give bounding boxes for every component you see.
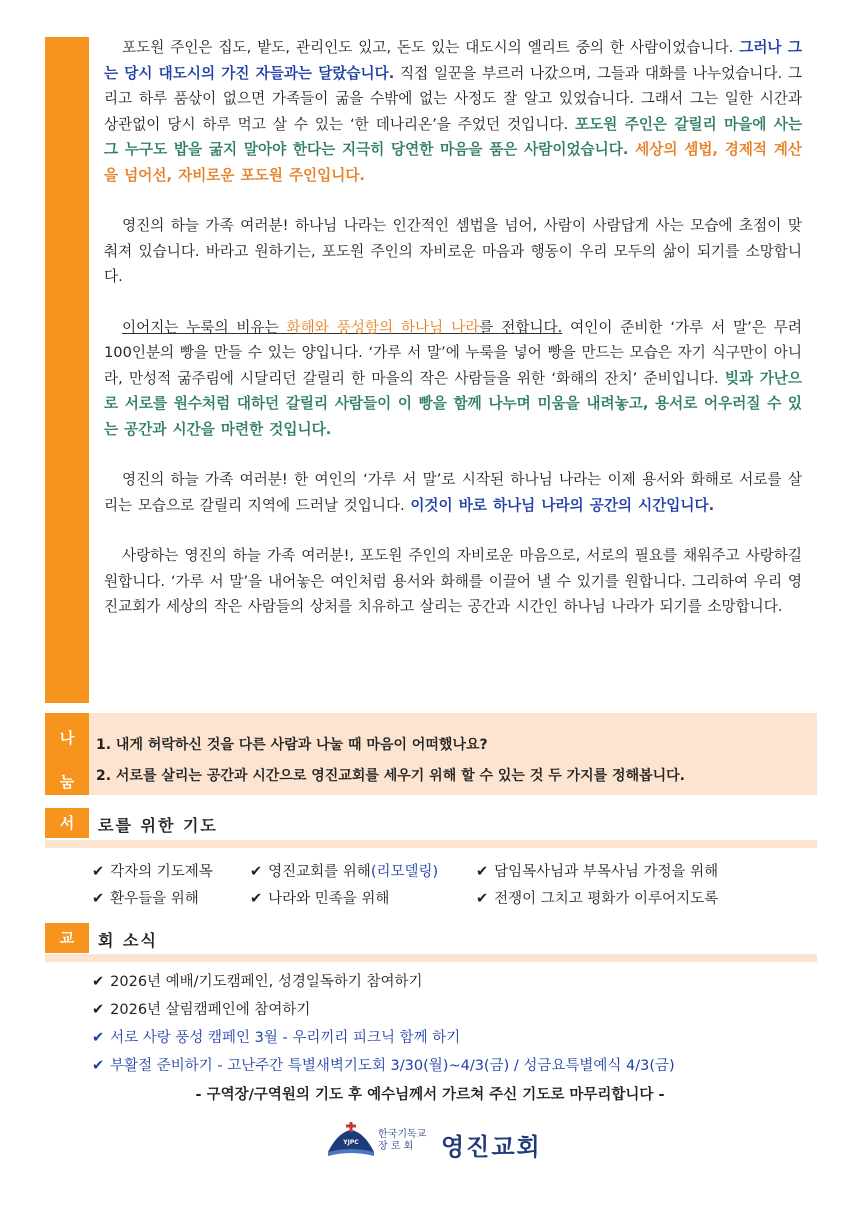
prayer-item xyxy=(92,860,213,881)
sharing-question-2: 2. 서로를 살리는 공간과 시간으로 영진교회를 세우기 위해 할 수 있는 것 두 가지를 정해봅니다. xyxy=(96,768,686,784)
logo-denomination xyxy=(378,1129,426,1153)
news-divider xyxy=(45,954,817,962)
news-tab: 교 xyxy=(45,923,89,953)
news-item-text: 서로 사랑 풍성 캠페인 3월 - 우리끼리 피크닉 함께 하기 xyxy=(110,1030,461,1046)
news-title: 회 소식 xyxy=(98,931,158,950)
sharing-question-1: 1. 내게 허락하신 것을 다른 사람과 나눌 때 마음이 어떠했나요? xyxy=(96,737,488,753)
p3-text: 이어지는 누룩의 비유는 xyxy=(122,318,287,336)
p1-green-highlight: 포도원 주인은 갈릴리 마을에 사는 그 누구도 밥을 굶지 말아야 한다는 지극히 당연한 마음을 품은 사람이었습니다. xyxy=(104,115,802,158)
sharing-tab xyxy=(45,713,89,795)
p3-underlined xyxy=(122,319,562,336)
paragraph-3 xyxy=(104,315,802,443)
prayer-divider xyxy=(45,840,817,848)
news-item xyxy=(92,970,423,991)
logo-church-name: 영진교회 xyxy=(441,1133,542,1161)
prayer-item-text: 환우들을 위해 xyxy=(110,891,199,907)
p1-orange-highlight: 세상의 셈법, 경제적 계산을 넘어선, 자비로운 포도원 주인입니다. xyxy=(104,141,802,184)
paragraph-2: 영진의 하늘 가족 여러분! 하나님 나라는 인간적인 셈법을 넘어, 사람이 사람답게 사는 모습에 초점이 맞춰져 있습니다. 바라고 원하기는, 포도원 주인의 자비로운 마음과 행동이 우리 모두의 삶이 되기를 소망합니다. xyxy=(104,217,802,285)
check-icon: ✔ xyxy=(92,891,105,907)
prayer-item xyxy=(92,887,199,908)
news-item xyxy=(92,998,310,1019)
paragraph-1 xyxy=(104,35,802,188)
logo-line-2: 장 로 회 xyxy=(378,1141,414,1152)
news-item xyxy=(92,1054,675,1075)
p3-orange-phrase: 화해와 풍성함의 하나님 나라 xyxy=(286,318,480,336)
prayer-title: 로를 위한 기도 xyxy=(98,816,218,835)
p4-text: 영진의 하늘 가족 여러분! 한 여인의 ‘가루 서 말’로 시작된 하나님 나라는 이제 용서와 화해로 서로를 살리는 모습으로 갈릴리 지역에 드러날 것입니다. xyxy=(104,471,802,514)
p1-blue-highlight: 그러나 그는 당시 대도시의 가진 자들과는 달랐습니다. xyxy=(104,39,802,82)
check-icon: ✔ xyxy=(476,891,489,907)
news-item xyxy=(92,1026,460,1047)
check-icon: ✔ xyxy=(476,864,489,880)
news-item-text: 2026년 살림캠페인에 참여하기 xyxy=(110,1002,311,1018)
church-logo xyxy=(326,1122,556,1162)
sharing-tab-bottom: 눔 xyxy=(59,773,75,791)
prayer-item-text: 각자의 기도제목 xyxy=(110,864,213,880)
p1-text-2: 직접 일꾼을 부르러 나갔으며, 그들과 대화를 나누었습니다. 그리고 하루 품삯이 없으면 가족들이 굶을 수밖에 없는 사정도 잘 알고 있었습니다. 그래서 그는 일한 시간과 상관없이 당시 하루 먹고 살 수 있는 ‘한 데나리온’을 주었던 것입니다. xyxy=(104,64,802,133)
prayer-item-text: 담임목사님과 부목사님 가정을 위해 xyxy=(494,864,719,880)
logo-line-1: 한국기독교 xyxy=(378,1129,427,1140)
sharing-tab-top: 나 xyxy=(59,729,75,747)
check-icon: ✔ xyxy=(92,1030,105,1046)
check-icon: ✔ xyxy=(92,1002,105,1018)
check-icon: ✔ xyxy=(92,864,105,880)
prayer-item-text: 전쟁이 그치고 평화가 이루어지도록 xyxy=(494,891,719,907)
p3-text-3: 여인이 준비한 ‘가루 서 말’은 무려 100인분의 빵을 만들 수 있는 양입니다. ‘가루 서 말’에 누룩을 넣어 빵을 만드는 모습은 자기 식구만이 아니라, 만성적 굶주림에 시달리던 갈릴리 한 마을의 작은 사람들을 위한 ‘화해의 잔치’ 준비입니다. xyxy=(104,318,802,387)
check-icon: ✔ xyxy=(250,891,263,907)
check-icon: ✔ xyxy=(92,1058,105,1074)
news-item-text: 2026년 예배/기도캠페인, 성경일독하기 참여하기 xyxy=(110,974,423,990)
prayer-item xyxy=(250,860,438,881)
prayer-item xyxy=(250,887,389,908)
left-accent-bar xyxy=(45,37,89,703)
prayer-item-remodel: (리모델링) xyxy=(370,864,439,880)
prayer-item xyxy=(476,887,718,908)
news-item-text: 부활절 준비하기 - 고난주간 특별새벽기도회 3/30(월)~4/3(금) / 성금요특별예식 4/3(금) xyxy=(110,1058,675,1074)
sermon-body xyxy=(104,35,802,645)
check-icon: ✔ xyxy=(92,974,105,990)
paragraph-5: 사랑하는 영진의 하늘 가족 여러분!, 포도원 주인의 자비로운 마음으로, 서로의 필요를 채워주고 사랑하길 원합니다. ‘가루 서 말’을 내어놓은 여인처럼 용서와 화해를 이끌어 낼 수 있기를 원합니다. 그리하여 우리 영진교회가 세상의 작은 사람들의 상처를 치유하고 살리는 공간과 시간인 하나님 나라가 되기를 소망합니다. xyxy=(104,547,802,615)
prayer-item-text: 나라와 민족을 위해 xyxy=(268,891,390,907)
p1-text: 포도원 주인은 집도, 밭도, 관리인도 있고, 돈도 있는 대도시의 엘리트 중의 한 사람이었습니다. xyxy=(122,39,740,56)
emblem-text: YJPC xyxy=(343,1139,359,1146)
prayer-item-text: 영진교회를 위해 xyxy=(268,864,371,880)
check-icon: ✔ xyxy=(250,864,263,880)
p4-blue-highlight: 이것이 바로 하나님 나라의 공간의 시간입니다. xyxy=(410,496,715,514)
church-emblem-icon xyxy=(326,1122,376,1162)
paragraph-4 xyxy=(104,467,802,518)
closing-line: - 구역장/구역원의 기도 후 예수님께서 가르쳐 주신 기도로 마무리합니다 - xyxy=(195,1087,665,1103)
p3-green-highlight: 빚과 가난으로 서로를 원수처럼 대하던 갈릴리 사람들이 이 빵을 함께 나누며 미움을 내려놓고, 용서로 어우러질 수 있는 공간과 시간을 마련한 것입니다. xyxy=(104,369,802,438)
p3-text-2: 를 전합니다. xyxy=(479,318,563,336)
prayer-tab: 서 xyxy=(45,808,89,838)
prayer-item xyxy=(476,860,718,881)
